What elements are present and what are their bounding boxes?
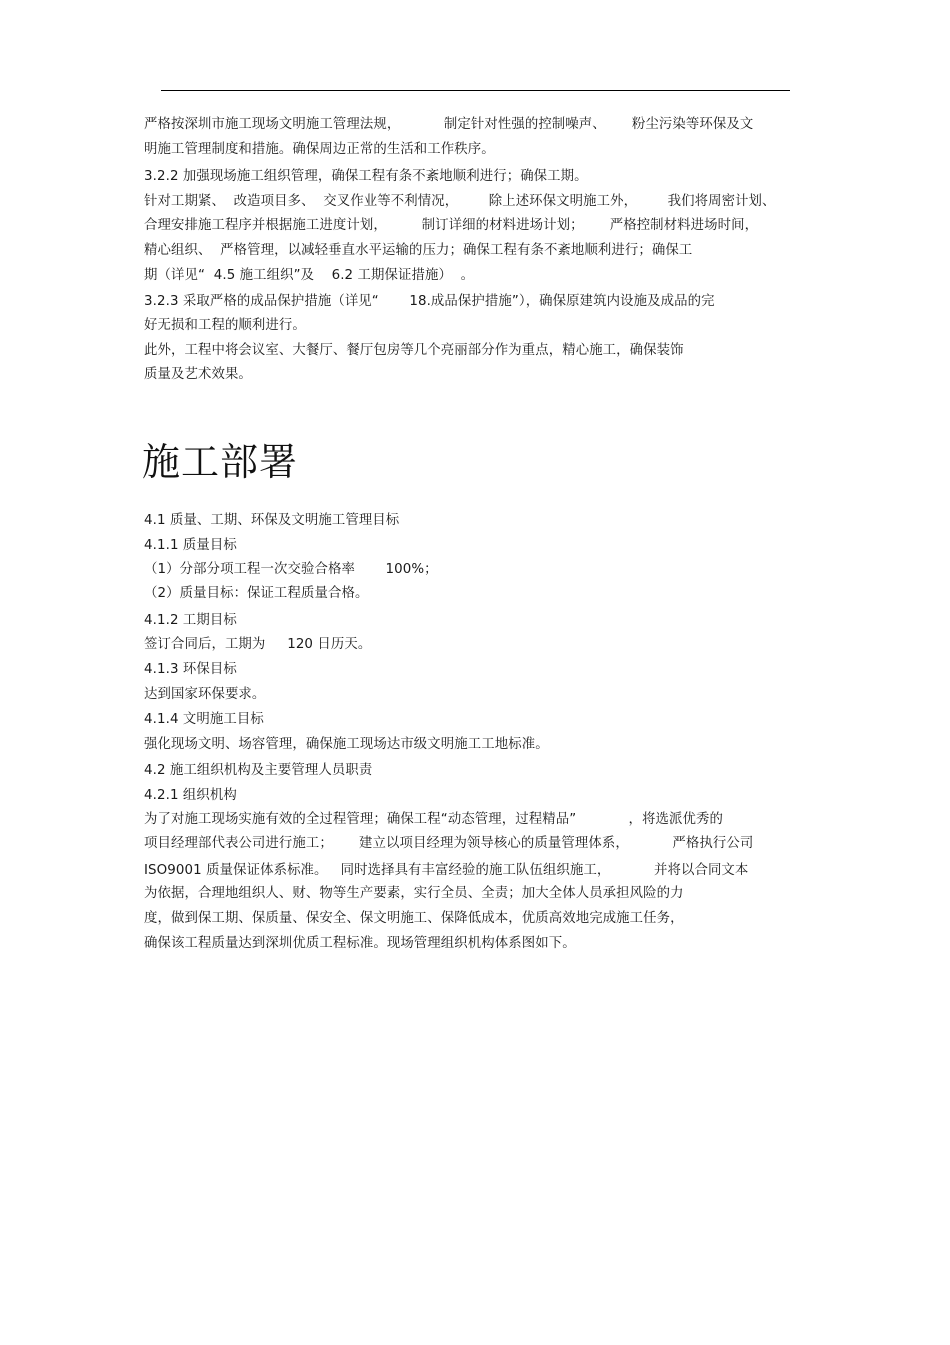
list-item: （2）质量目标：保证工程质量合格。 bbox=[144, 586, 369, 601]
paragraph-line: ISO9001 质量保证体系标准。 同时选择具有丰富经验的施工队伍组织施工， 并将以合同文本 bbox=[144, 863, 749, 878]
paragraph-line: 此外，工程中将会议室、大餐厅、餐厅包房等几个亮丽部分作为重点，精心施工，确保装饰 bbox=[144, 343, 684, 358]
subsection-title: 4.1.2 工期目标 bbox=[144, 613, 237, 628]
subsection-title: 4.1.1 质量目标 bbox=[144, 538, 237, 553]
paragraph-line: 为依据，合理地组织人、财、物等生产要素，实行全员、全责；加大全体人员承担风险的力 bbox=[144, 886, 684, 901]
paragraph-line: 严格按深圳市施工现场文明施工管理法规， 制定针对性强的控制噪声、 粉尘污染等环保及文 bbox=[144, 117, 754, 132]
paragraph-line: 项目经理部代表公司进行施工； 建立以项目经理为领导核心的质量管理体系， 严格执行公司 bbox=[144, 836, 754, 851]
paragraph-line: 达到国家环保要求。 bbox=[144, 687, 266, 702]
subsection-title: 3.2.3 采取严格的成品保护措施（详见“ 18.成品保护措施”），确保原建筑内设施及成品的完 bbox=[144, 294, 715, 309]
subsection-title: 4.2 施工组织机构及主要管理人员职责 bbox=[144, 763, 373, 778]
subsection-title: 4.1.3 环保目标 bbox=[144, 662, 237, 677]
paragraph-line: 度，做到保工期、保质量、保安全、保文明施工、保降低成本，优质高效地完成施工任务， bbox=[144, 911, 684, 926]
paragraph-line: 确保该工程质量达到深圳优质工程标准。现场管理组织机构体系图如下。 bbox=[144, 936, 576, 951]
paragraph-line: 签订合同后，工期为 120 日历天。 bbox=[144, 637, 372, 652]
paragraph-line: 为了对施工现场实施有效的全过程管理；确保工程“动态管理，过程精品” ，将选派优秀的 bbox=[144, 812, 723, 827]
list-item: （1）分部分项工程一次交验合格率 100%； bbox=[144, 562, 438, 577]
subsection-title: 4.1.4 文明施工目标 bbox=[144, 712, 264, 727]
paragraph-line: 强化现场文明、场容管理，确保施工现场达市级文明施工工地标准。 bbox=[144, 737, 549, 752]
subsection-title: 3.2.2 加强现场施工组织管理，确保工程有条不紊地顺利进行；确保工期。 bbox=[144, 169, 588, 184]
section-heading: 施工部署 bbox=[142, 440, 299, 484]
paragraph-line: 期（详见“ 4.5 施工组织”及 6.2 工期保证措施） 。 bbox=[144, 268, 475, 283]
paragraph-line: 明施工管理制度和措施。确保周边正常的生活和工作秩序。 bbox=[144, 142, 495, 157]
paragraph-line: 质量及艺术效果。 bbox=[144, 367, 252, 382]
header-rule bbox=[161, 90, 790, 91]
paragraph-line: 精心组织、 严格管理，以减轻垂直水平运输的压力；确保工程有条不紊地顺利进行；确保工 bbox=[144, 243, 693, 258]
paragraph-line: 合理安排施工程序并根据施工进度计划， 制订详细的材料进场计划； 严格控制材料进场时间， bbox=[144, 218, 759, 233]
paragraph-line: 好无损和工程的顺利进行。 bbox=[144, 318, 306, 333]
subsection-title: 4.1 质量、工期、环保及文明施工管理目标 bbox=[144, 513, 400, 528]
paragraph-line: 针对工期紧、 改造项目多、 交叉作业等不利情况， 除上述环保文明施工外， 我们将周密计划、 bbox=[144, 194, 776, 209]
subsection-title: 4.2.1 组织机构 bbox=[144, 788, 237, 803]
